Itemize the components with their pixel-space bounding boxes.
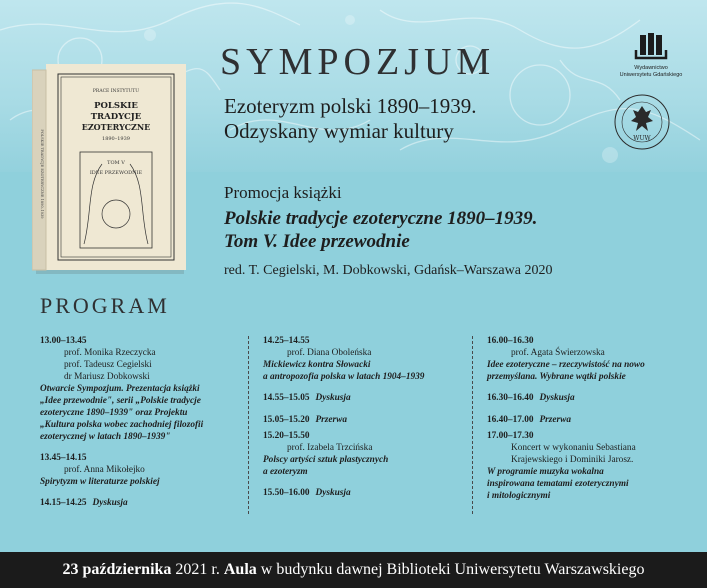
cover-years: 1890–1939 (102, 136, 130, 142)
cover-title-line3: EZOTERYCZNE (81, 122, 151, 132)
event-year: 2021 r. (171, 561, 224, 578)
session-speaker: prof. Monika Rzeczycka (64, 348, 156, 358)
wuw-label: WUW (633, 135, 651, 142)
publisher-name-line2: Uniwersytetu Gdańskiego (619, 72, 683, 78)
session-label: Przerwa (315, 415, 347, 425)
session-description: Otwarcie Sympozjum. Prezentacja książki (40, 384, 200, 394)
session-description: „Kultura polska wobec zachodniej filozofii (40, 420, 204, 430)
cover-title-line2: TRADYCJE (90, 112, 142, 122)
session-description: ezoteryczne 1890–1939" oraz Projektu (40, 408, 188, 418)
publisher-logo (606, 32, 696, 79)
cover-top-text: PRACE INSTYTUTU (92, 89, 140, 94)
book-cover (32, 64, 190, 276)
program-session (263, 414, 463, 426)
session-speaker: prof. Anna Mikołejko (64, 465, 145, 475)
session-speaker: Koncert w wykonaniu Sebastiana (511, 443, 636, 453)
column-divider-2 (472, 336, 473, 514)
subtitle-line-2: Odzyskany wymiar kultury (224, 119, 454, 143)
session-description: Mickiewicz kontra Słowacki (263, 360, 371, 370)
session-label: Dyskusja (315, 488, 351, 498)
program-session (263, 392, 463, 404)
event-venue: Aula (223, 561, 257, 578)
cover-subtitle: IDEE PRZEWODNIE (89, 170, 143, 176)
program-column-2 (263, 335, 463, 499)
event-date: 23 października (62, 561, 172, 578)
session-description: inspirowana tematami ezoterycznymi (487, 479, 629, 489)
session-description: ezoterycznej w latach 1890–1939" (40, 432, 171, 442)
program-session (263, 487, 463, 499)
publisher-name-line1: Wydawnictwo (634, 65, 668, 71)
event-subtitle (224, 94, 477, 144)
session-time: 14.15–14.25 (40, 498, 87, 508)
program-session (487, 335, 687, 383)
session-time: 14.55–15.05 (263, 393, 310, 403)
event-title: SYMPOZJUM (220, 41, 496, 83)
book-title-line-2: Tom V. Idee przewodnie (224, 231, 410, 252)
program-session (40, 335, 236, 443)
session-description: przemyślana. Wybrane wątki polskie (487, 372, 626, 382)
session-speaker: prof. Tadeusz Cegielski (64, 360, 152, 370)
session-time: 13.45–14.15 (40, 453, 87, 463)
session-time: 13.00–13.45 (40, 336, 87, 346)
session-description: Idee ezoteryczne – rzeczywistość na nowo (487, 360, 645, 370)
promotion-heading: Promocja książki (224, 183, 342, 202)
books-icon (631, 32, 671, 60)
session-description: a antropozofia polska w latach 1904–1939 (263, 372, 425, 382)
program-session (487, 430, 687, 502)
session-speaker: prof. Agata Świerzowska (511, 348, 605, 358)
session-time: 15.05–15.20 (263, 415, 310, 425)
session-time: 17.00–17.30 (487, 431, 534, 441)
program-session (487, 392, 687, 404)
event-location: w budynku dawnej Biblioteki Uniwersytetu Warszawskiego (256, 561, 645, 578)
cover-title-line1: POLSKIE (94, 101, 138, 111)
program-column-3 (487, 335, 687, 511)
book-spine-text: POLSKIE TRADYCJE EZOTERYCZNE 1890–1939 (40, 129, 44, 219)
program-session (263, 430, 463, 478)
program-session (40, 497, 236, 509)
session-time: 16.30–16.40 (487, 393, 534, 403)
event-footer (0, 552, 707, 588)
session-label: Przerwa (539, 415, 571, 425)
session-description: Polscy artyści sztuk plastycznych (263, 455, 389, 465)
subtitle-line-1: Ezoteryzm polski 1890–1939. (224, 94, 477, 118)
session-label: Dyskusja (92, 498, 128, 508)
session-speaker: prof. Izabela Trzcińska (287, 443, 373, 453)
program-session (263, 335, 463, 383)
cover-volume: TOM V (107, 160, 125, 166)
column-divider-1 (248, 336, 249, 514)
program-column-1 (40, 335, 236, 509)
session-description: Spirytyzm w literaturze polskiej (40, 477, 160, 487)
session-label: Dyskusja (539, 393, 575, 403)
session-time: 15.50–16.00 (263, 488, 310, 498)
promoted-book-title (224, 207, 537, 253)
book-editors: red. T. Cegielski, M. Dobkowski, Gdańsk–Warszawa 2020 (224, 263, 553, 278)
session-time: 14.25–14.55 (263, 336, 310, 346)
session-time: 16.00–16.30 (487, 336, 534, 346)
session-time: 16.40–17.00 (487, 415, 534, 425)
session-description: W programie muzyka wokalna (487, 467, 604, 477)
session-description: i mitologicznymi (487, 491, 551, 501)
session-speaker: Krajewskiego i Dominiki Jarosz. (511, 455, 634, 465)
program-heading: PROGRAM (40, 293, 170, 318)
session-label: Dyskusja (315, 393, 351, 403)
session-time: 15.20–15.50 (263, 431, 310, 441)
wuw-seal-logo (613, 93, 671, 151)
program-session (487, 414, 687, 426)
session-speaker: dr Mariusz Dobkowski (64, 372, 150, 382)
book-title-line-1: Polskie tradycje ezoteryczne 1890–1939. (224, 208, 538, 229)
session-description: a ezoteryzm (263, 467, 308, 477)
program-session (40, 452, 236, 488)
session-speaker: prof. Diana Oboleńska (287, 348, 372, 358)
session-description: „Idee przewodnie", serii „Polskie tradycje (40, 396, 201, 406)
